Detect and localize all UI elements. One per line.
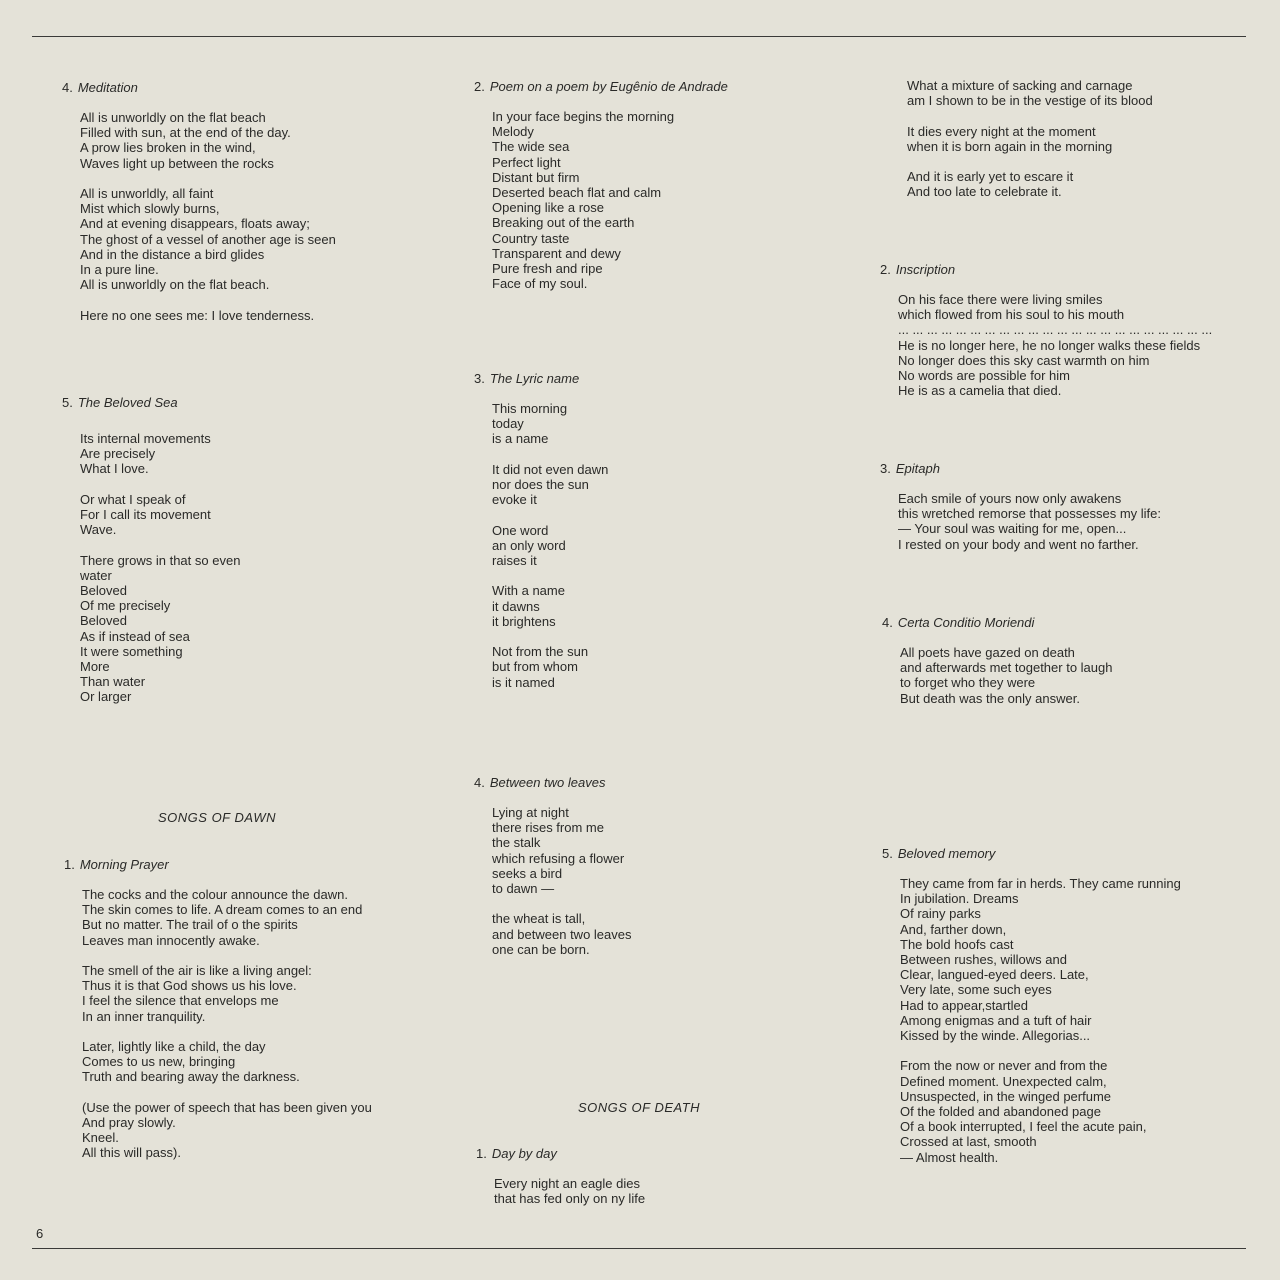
poem-title-text: Between two leaves: [489, 775, 606, 790]
poem-title: [474, 775, 844, 790]
poem-beloved-memory: [882, 846, 1225, 1165]
poem-title: [882, 846, 1225, 861]
top-rule: [32, 36, 1246, 37]
poem-title: [62, 80, 422, 95]
poem-title-text: Meditation: [77, 80, 138, 95]
poem-number: 5.: [882, 846, 893, 861]
poem-on-a-poem: [474, 79, 844, 291]
poem-number: 1.: [476, 1146, 487, 1161]
poem-title: [62, 395, 422, 410]
poem-number: 4.: [474, 775, 485, 790]
poem-continuation: [880, 78, 1225, 200]
poem-number: 4.: [882, 615, 893, 630]
poem-title-text: Morning Prayer: [79, 857, 169, 872]
poem-title-text: The Lyric name: [489, 371, 580, 386]
poem-body: They came from far in herds. They came running In jubilation. Dreams Of rainy parks And, farther down, The bold hoofs cast Between rushes, willows and Clear, langued-eyed deers. Late, Very late, some such eyes Had to appear,startled Among enigmas and a tuft of hair Kissed by the winde. Allegorias... From the now or never and from the Defined moment. Unexpected calm, Unsuspected, in the winged perfume Of the folded and abandoned page Of a book interrupted, I feel the acute pain, Crossed at last, smooth — Almost health.: [900, 876, 1181, 1165]
poem-title: [474, 371, 844, 386]
poem-body: Each smile of yours now only awakens this wretched remorse that possesses my life: — Your soul was waiting for me, open... I rested on your body and went no farther.: [898, 491, 1161, 552]
poem-number: 5.: [62, 395, 73, 410]
poem-title: [474, 79, 844, 94]
section-heading-songs-of-death: SONGS OF DEATH: [577, 1100, 701, 1115]
page-number: 6: [36, 1226, 44, 1241]
poem-title-text: Poem on a poem by Eugênio de Andrade: [489, 79, 728, 94]
poem-title-text: The Beloved Sea: [77, 395, 178, 410]
poem-the-beloved-sea: [62, 395, 422, 705]
poem-body: Its internal movements Are precisely What I love. Or what I speak of For I call its movement Wave. There grows in that so even water Beloved Of me precisely Beloved As if instead of sea It were something More Than water Or larger: [80, 431, 241, 705]
poem-title: [476, 1146, 844, 1161]
poem-title: [880, 262, 1225, 277]
poem-body: Every night an eagle dies that has fed only on ny life: [494, 1176, 646, 1207]
poem-certa-conditio-moriendi: [882, 615, 1225, 706]
poem-title-text: Inscription: [895, 262, 956, 277]
poem-body: All is unworldly on the flat beach Filled with sun, at the end of the day. A prow lies broken in the wind, Waves light up between the rocks All is unworldly, all faint Mist which slowly burns, And at evening disappears, floats away; The ghost of a vessel of another age is seen And in the distance a bird glides In a pure line. All is unworldly on the flat beach. Here no one sees me: I love tenderness.: [80, 110, 336, 323]
poem-title-text: Beloved memory: [897, 846, 996, 861]
poem-day-by-day: [476, 1146, 844, 1206]
poem-body: The cocks and the colour announce the dawn. The skin comes to life. A dream comes to an end But no matter. The trail of o the spirits Leaves man innocently awake. The smell of the air is like a living angel: Thus it is that God shows us his love. I feel the silence that envelops me In an inner tranquility. Later, lightly like a child, the day Comes to us new, bringing Truth and bearing away the darkness. (Use the power of speech that has been given you And pray slowly. Kneel. All this will pass).: [82, 887, 372, 1161]
poem-number: 2.: [474, 79, 485, 94]
section-heading-songs-of-dawn: SONGS OF DAWN: [158, 810, 276, 825]
poem-body: In your face begins the morning Melody The wide sea Perfect light Distant but firm Deserted beach flat and calm Opening like a rose Breaking out of the earth Country taste Transparent and dewy Pure fresh and ripe Face of my soul.: [492, 109, 675, 292]
poem-number: 3.: [474, 371, 485, 386]
poem-body: Lying at night there rises from me the stalk which refusing a flower seeks a bird to dawn — the wheat is tall, and between two leaves one can be born.: [492, 805, 632, 957]
poem-body: What a mixture of sacking and carnage am I shown to be in the vestige of its blood It dies every night at the moment when it is born again in the morning And it is early yet to escare it And too late to celebrate it.: [907, 78, 1153, 200]
poem-body: On his face there were living smiles which flowed from his soul to his mouth ... ... ... ... ... ... ... ... ... ... ... ... ... ... ... ... ... ... ... ... ... ... He is no longer here, he no longer walks these fields No longer does this sky cast warmth on him No words are possible for him He is as a camelia that died.: [898, 292, 1213, 399]
poem-meditation: [62, 80, 422, 323]
poem-number: 4.: [62, 80, 73, 95]
poem-number: 3.: [880, 461, 891, 476]
poem-number: 2.: [880, 262, 891, 277]
poem-the-lyric-name: [474, 371, 844, 690]
poem-body: All poets have gazed on death and afterwards met together to laugh to forget who they were But death was the only answer.: [900, 645, 1113, 706]
poem-epitaph: [880, 461, 1225, 552]
poem-morning-prayer: [64, 857, 422, 1161]
poem-body: This morning today is a name It did not even dawn nor does the sun evoke it One word an only word raises it With a name it dawns it brightens Not from the sun but from whom is it named: [492, 401, 609, 690]
bottom-rule: [32, 1248, 1246, 1249]
poem-inscription: [880, 262, 1225, 398]
poem-between-two-leaves: [474, 775, 844, 957]
poem-title: [880, 461, 1225, 476]
poem-number: 1.: [64, 857, 75, 872]
poem-title-text: Day by day: [491, 1146, 557, 1161]
poem-title: [64, 857, 422, 872]
poem-title-text: Certa Conditio Moriendi: [897, 615, 1035, 630]
poem-title: [882, 615, 1225, 630]
poem-title-text: Epitaph: [895, 461, 940, 476]
